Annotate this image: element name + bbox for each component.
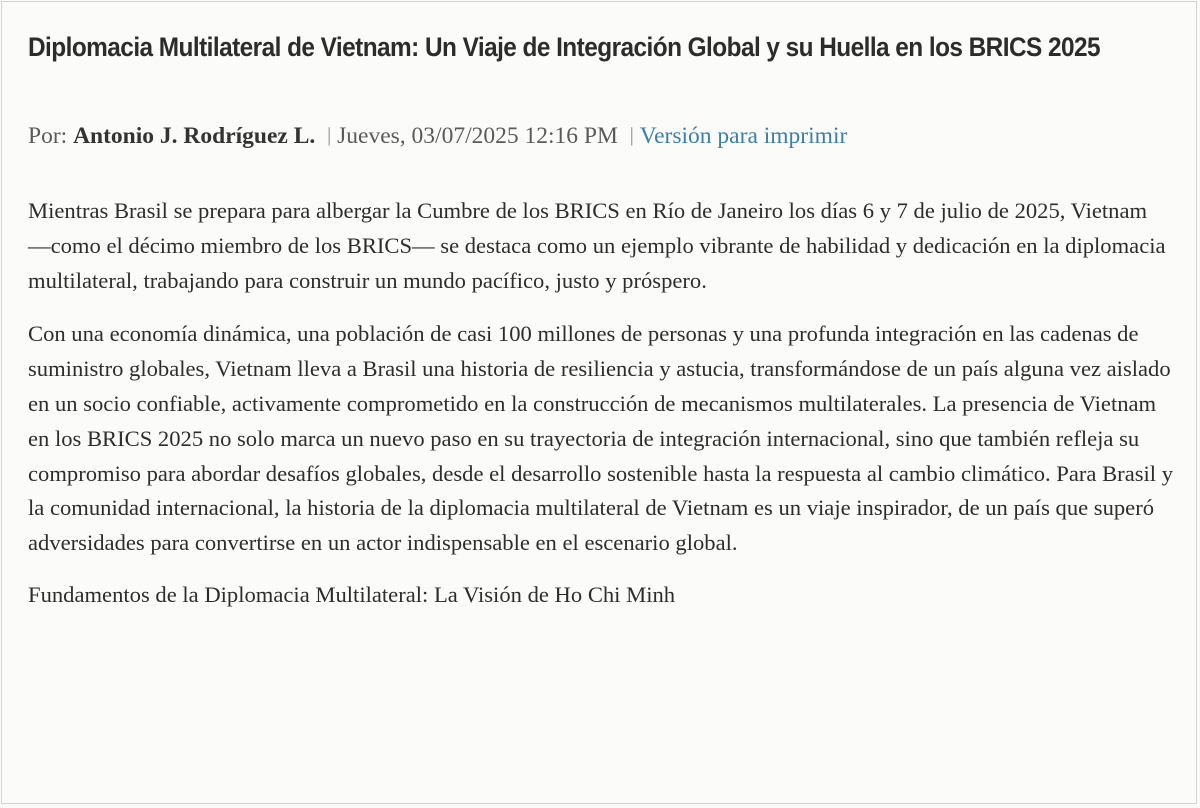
byline-separator: | <box>629 124 634 146</box>
article-container <box>1 1 1197 804</box>
byline-separator: | <box>327 124 332 146</box>
print-version-link[interactable]: Versión para imprimir <box>639 123 848 149</box>
article-byline <box>28 123 847 150</box>
article-body <box>28 194 1173 632</box>
publish-date: Jueves, 03/07/2025 12:16 PM <box>337 123 618 149</box>
author-name: Antonio J. Rodríguez L. <box>73 123 316 149</box>
section-heading: Fundamentos de la Diplomacia Multilateral: La Visión de Ho Chi Minh <box>28 581 676 607</box>
byline-prefix: Por: <box>28 123 68 149</box>
article-paragraph: Mientras Brasil se prepara para albergar la Cumbre de los BRICS en Río de Janeiro los días 6 y 7 de julio de 2025, Vietnam —como el décimo miembro de los BRICS— se destaca como un ejemplo vibrante de habilidad y dedicación en la diplomacia multilateral, trabajando para construir un mundo pacífico, justo y próspero. <box>28 198 1166 293</box>
article-title: Diplomacia Multilateral de Vietnam: Un Viaje de Integración Global y su Huella en los BRICS 2025 <box>28 32 1100 62</box>
article-paragraph: Con una economía dinámica, una población de casi 100 millones de personas y una profunda integración en las cadenas de suministro globales, Vietnam lleva a Brasil una historia de resiliencia y astucia, transformándose de un país alguna vez aislado en un socio confiable, activamente comprometido en la construcción de mecanismos multilaterales. La presencia de Vietnam en los BRICS 2025 no solo marca un nuevo paso en su trayectoria de integración internacional, sino que también refleja su compromiso para abordar desafíos globales, desde el desarrollo sostenible hasta la respuesta al cambio climático. Para Brasil y la comunidad internacional, la historia de la diplomacia multilateral de Vietnam es un viaje inspirador, de un país que superó adversidades para convertirse en un actor indispensable en el escenario global. <box>28 321 1174 556</box>
